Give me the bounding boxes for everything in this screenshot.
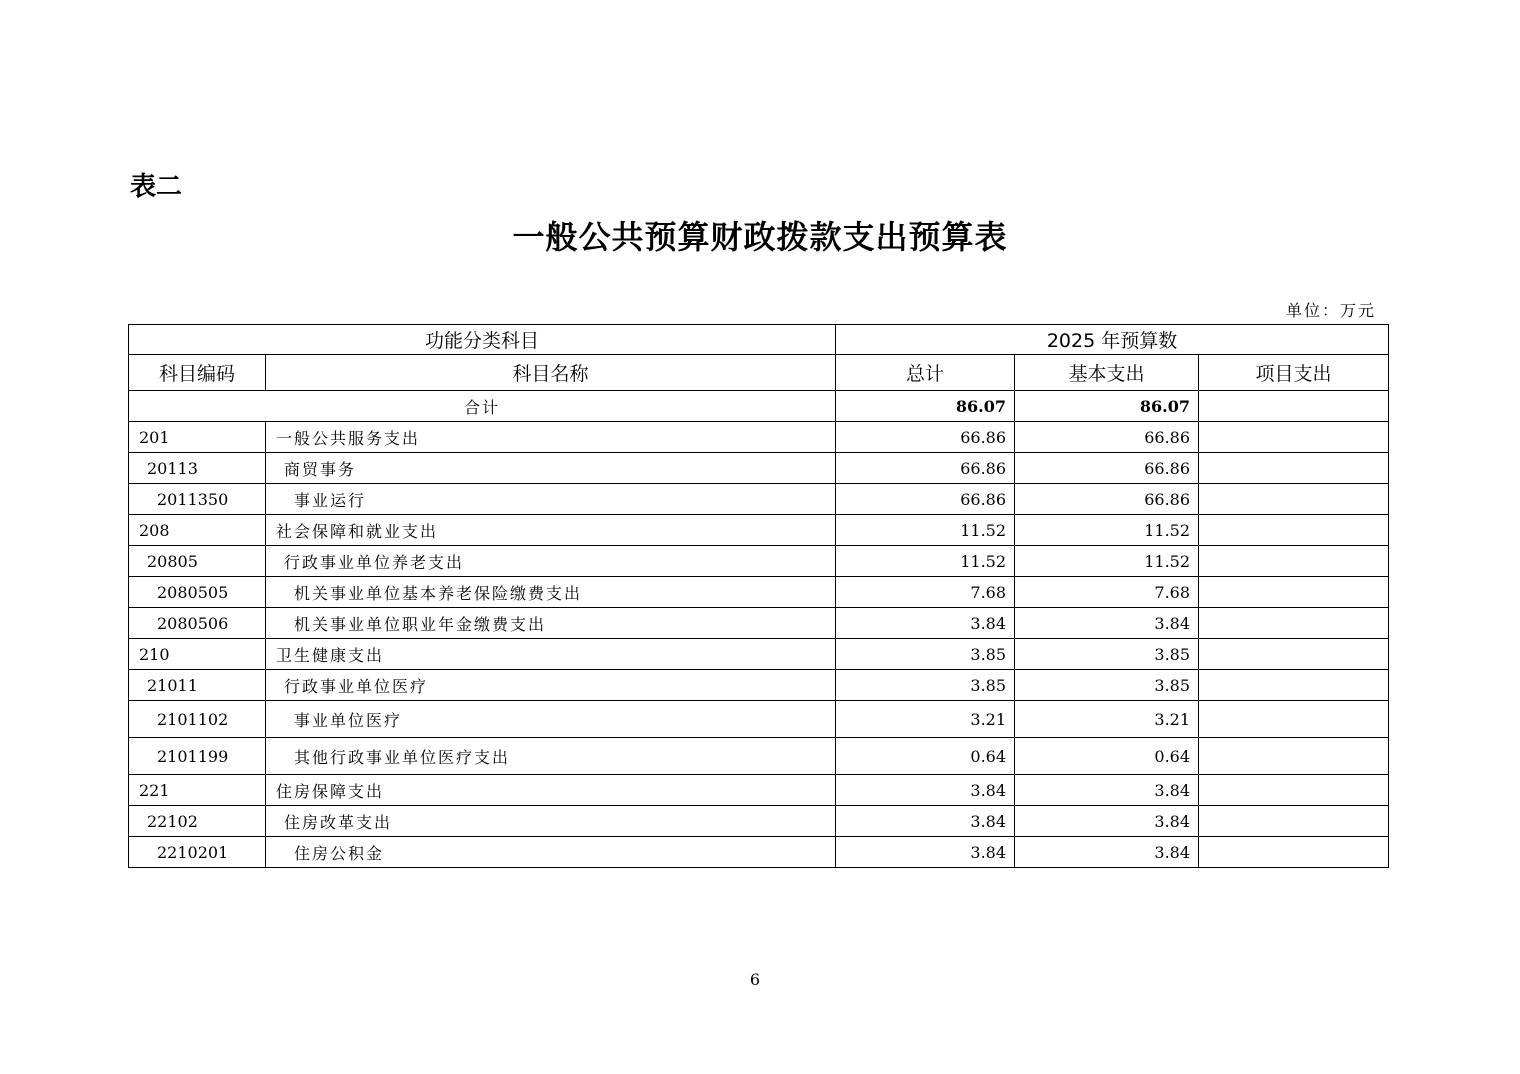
- row-basic: 0.64: [1015, 738, 1199, 775]
- row-name: 事业单位医疗: [266, 701, 836, 738]
- table-row: [129, 806, 1389, 837]
- row-total: 7.68: [836, 577, 1015, 608]
- row-basic: 3.84: [1015, 775, 1199, 806]
- table-row: [129, 639, 1389, 670]
- row-total: 66.86: [836, 484, 1015, 515]
- row-name: 社会保障和就业支出: [266, 515, 836, 546]
- row-name: 一般公共服务支出: [266, 422, 836, 453]
- row-project: [1199, 608, 1389, 639]
- row-project: [1199, 484, 1389, 515]
- table-row: [129, 738, 1389, 775]
- row-name: 机关事业单位基本养老保险缴费支出: [266, 577, 836, 608]
- row-code: 2101199: [129, 738, 266, 775]
- row-project: [1199, 670, 1389, 701]
- row-total: 3.85: [836, 639, 1015, 670]
- row-name: 卫生健康支出: [266, 639, 836, 670]
- row-total: 66.86: [836, 422, 1015, 453]
- table-row: [129, 546, 1389, 577]
- row-name: 住房改革支出: [266, 806, 836, 837]
- total-basic: 86.07: [1015, 391, 1199, 422]
- row-code: 2080506: [129, 608, 266, 639]
- total-label: 合计: [129, 391, 836, 422]
- page-number: 6: [749, 970, 761, 989]
- row-total: 11.52: [836, 515, 1015, 546]
- table-row: [129, 608, 1389, 639]
- row-name: 住房保障支出: [266, 775, 836, 806]
- row-basic: 3.84: [1015, 608, 1199, 639]
- row-basic: 11.52: [1015, 546, 1199, 577]
- row-basic: 3.84: [1015, 806, 1199, 837]
- row-code: 208: [129, 515, 266, 546]
- row-code: 2210201: [129, 837, 266, 868]
- row-project: [1199, 515, 1389, 546]
- row-project: [1199, 639, 1389, 670]
- table-row: [129, 670, 1389, 701]
- row-code: 210: [129, 639, 266, 670]
- total-total: 86.07: [836, 391, 1015, 422]
- row-name: 机关事业单位职业年金缴费支出: [266, 608, 836, 639]
- row-basic: 66.86: [1015, 422, 1199, 453]
- row-code: 221: [129, 775, 266, 806]
- row-code: 2011350: [129, 484, 266, 515]
- row-code: 21011: [129, 670, 266, 701]
- row-code: 20113: [129, 453, 266, 484]
- row-code: 201: [129, 422, 266, 453]
- row-code: 2080505: [129, 577, 266, 608]
- row-name: 住房公积金: [266, 837, 836, 868]
- row-basic: 66.86: [1015, 484, 1199, 515]
- total-project: [1199, 391, 1389, 422]
- row-project: [1199, 546, 1389, 577]
- row-project: [1199, 837, 1389, 868]
- header-budget-year: 2025 年预算数: [836, 325, 1389, 355]
- row-basic: 11.52: [1015, 515, 1199, 546]
- table-row: [129, 775, 1389, 806]
- row-project: [1199, 453, 1389, 484]
- header-code: 科目编码: [129, 355, 266, 391]
- table-row: [129, 837, 1389, 868]
- row-basic: 3.85: [1015, 639, 1199, 670]
- header-functional-classification: 功能分类科目: [129, 325, 836, 355]
- budget-table: [128, 324, 1389, 868]
- row-project: [1199, 775, 1389, 806]
- table-row: [129, 422, 1389, 453]
- row-name: 商贸事务: [266, 453, 836, 484]
- row-code: 2101102: [129, 701, 266, 738]
- row-total: 11.52: [836, 546, 1015, 577]
- row-name: 事业运行: [266, 484, 836, 515]
- row-total: 3.84: [836, 837, 1015, 868]
- row-total: 3.84: [836, 806, 1015, 837]
- unit-label: 单位：万元: [1285, 301, 1376, 320]
- table-row: [129, 453, 1389, 484]
- row-basic: 7.68: [1015, 577, 1199, 608]
- page-title: 一般公共预算财政拨款支出预算表: [512, 218, 1008, 256]
- header-project: 项目支出: [1199, 355, 1389, 391]
- row-total: 3.84: [836, 608, 1015, 639]
- row-total: 3.21: [836, 701, 1015, 738]
- row-code: 22102: [129, 806, 266, 837]
- row-name: 行政事业单位养老支出: [266, 546, 836, 577]
- row-basic: 66.86: [1015, 453, 1199, 484]
- row-project: [1199, 738, 1389, 775]
- row-basic: 3.84: [1015, 837, 1199, 868]
- row-project: [1199, 701, 1389, 738]
- header-name: 科目名称: [266, 355, 836, 391]
- table-row: [129, 484, 1389, 515]
- row-name: 其他行政事业单位医疗支出: [266, 738, 836, 775]
- table-row: [129, 515, 1389, 546]
- row-project: [1199, 806, 1389, 837]
- row-project: [1199, 422, 1389, 453]
- row-total: 66.86: [836, 453, 1015, 484]
- row-project: [1199, 577, 1389, 608]
- table-label: 表二: [130, 172, 183, 202]
- row-total: 3.84: [836, 775, 1015, 806]
- row-name: 行政事业单位医疗: [266, 670, 836, 701]
- header-basic: 基本支出: [1015, 355, 1199, 391]
- row-code: 20805: [129, 546, 266, 577]
- row-total: 3.85: [836, 670, 1015, 701]
- row-basic: 3.85: [1015, 670, 1199, 701]
- table-row: [129, 701, 1389, 738]
- table-row: [129, 577, 1389, 608]
- row-basic: 3.21: [1015, 701, 1199, 738]
- total-row: [129, 391, 1389, 422]
- header-total: 总计: [836, 355, 1015, 391]
- row-total: 0.64: [836, 738, 1015, 775]
